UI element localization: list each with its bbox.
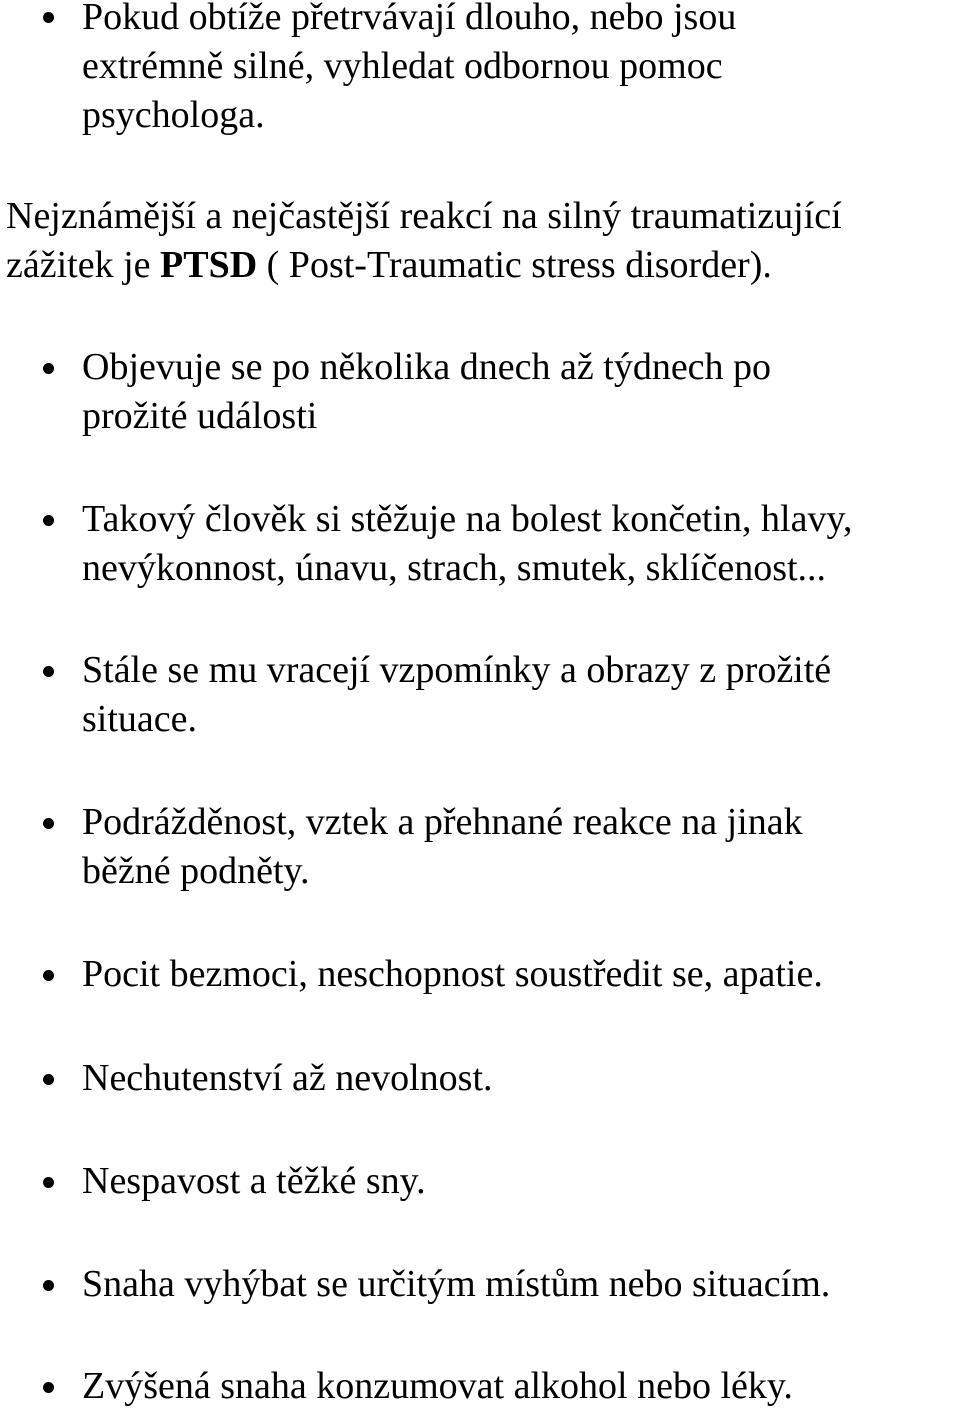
- list-item-text: Nespavost a těžké sny.: [82, 1160, 426, 1202]
- list-item-text: Takový člověk si stěžuje na bolest končetin, hlavy, nevýkonnost, únavu, strach, smutek, sklíčenost...: [82, 498, 853, 589]
- bullet-icon: [43, 1280, 54, 1291]
- list-item-text: Pokud obtíže přetrvávají dlouho, nebo jsou extrémně silné, vyhledat odbornou pomoc psychologa.: [82, 0, 737, 136]
- paragraph-text-part1: Nejznámější a nejčastější reakcí na silný traumatizující zážitek je: [6, 195, 842, 286]
- list-item-text: Objevuje se po několika dnech až týdnech po prožité události: [82, 346, 772, 437]
- list-item-text: Zvýšená snaha konzumovat alkohol nebo léky.: [82, 1365, 793, 1407]
- list-item-text: Stále se mu vracejí vzpomínky a obrazy z prožité situace.: [82, 649, 832, 740]
- bullet-icon: [43, 970, 54, 981]
- bullet-icon: [43, 1382, 54, 1393]
- bullet-icon: [43, 515, 54, 526]
- list-item-text: Podrážděnost, vztek a přehnané reakce na jinak běžné podněty.: [82, 801, 803, 892]
- paragraph-text-part2: ( Post-Traumatic stress disorder).: [257, 244, 772, 286]
- bullet-icon: [43, 818, 54, 829]
- bullet-icon: [43, 666, 54, 677]
- bullet-icon: [43, 363, 54, 374]
- list-item-text: Pocit bezmoci, neschopnost soustředit se, apatie.: [82, 953, 823, 995]
- list-item-text: Nechutenství až nevolnost.: [82, 1057, 493, 1099]
- bullet-icon: [43, 12, 54, 23]
- ptsd-term: PTSD: [160, 244, 258, 286]
- list-item-text: Snaha vyhýbat se určitým místům nebo situacím.: [82, 1263, 831, 1305]
- bullet-icon: [43, 1177, 54, 1188]
- bullet-icon: [43, 1074, 54, 1085]
- ptsd-intro-paragraph: [6, 192, 956, 290]
